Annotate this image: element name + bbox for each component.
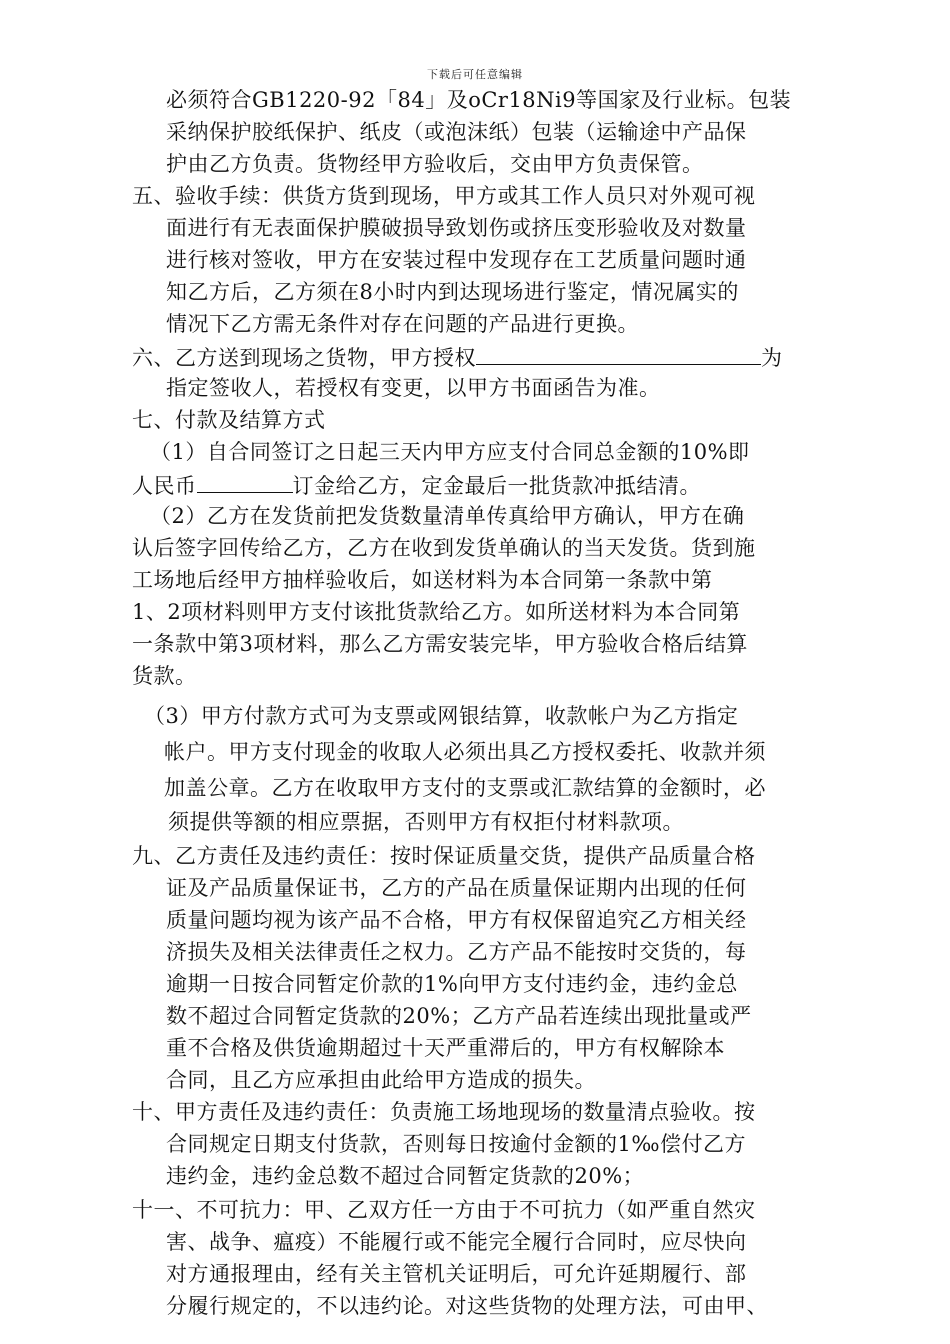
text-line: 分履行规定的，不以违约论。对这些货物的处理方法，可由甲、 bbox=[166, 1294, 768, 1318]
text-line: 货款。 bbox=[132, 664, 197, 688]
text-line: 对方通报理由，经有关主管机关证明后，可允许延期履行、部 bbox=[166, 1262, 747, 1286]
text-line: （1）自合同签订之日起三天内甲方应支付合同总金额的10%即 bbox=[150, 440, 750, 464]
item-6-prefix: 六、乙方送到现场之货物，甲方授权 bbox=[132, 346, 476, 370]
text-line: 知乙方后，乙方须在8小时内到达现场进行鉴定，情况属实的 bbox=[166, 280, 739, 304]
text-line: 济损失及相关法律责任之权力。乙方产品不能按时交货的，每 bbox=[166, 940, 747, 964]
text-line: 帐户。甲方支付现金的收取人必须出具乙方授权委托、收款并须 bbox=[164, 740, 766, 764]
text-line: 进行核对签收，甲方在安装过程中发现存在工艺质量问题时通 bbox=[166, 248, 747, 272]
text-line: 一条款中第3项材料，那么乙方需安装完毕，甲方验收合格后结算 bbox=[132, 632, 748, 656]
item-6-suffix: 为 bbox=[761, 346, 783, 370]
text-line: 合同，且乙方应承担由此给甲方造成的损失。 bbox=[166, 1068, 596, 1092]
text-line: 合同规定日期支付货款，否则每日按逾付金额的1‰偿付乙方 bbox=[166, 1132, 747, 1156]
text-line: 采纳保护胶纸保护、纸皮（或泡沫纸）包装（运输途中产品保 bbox=[166, 120, 747, 144]
text-line: 害、战争、瘟疫）不能履行或不能完全履行合同时，应尽快向 bbox=[166, 1230, 747, 1254]
text-line: 须提供等额的相应票据，否则甲方有权拒付材料款项。 bbox=[168, 810, 684, 834]
text-line: （2）乙方在发货前把发货数量清单传真给甲方确认，甲方在确 bbox=[150, 504, 745, 528]
text-line: 逾期一日按合同暂定价款的1%向甲方支付违约金，违约金总 bbox=[166, 972, 738, 996]
text-line: 必须符合GB1220-92「84」及oCr18Ni9等国家及行业标。包装 bbox=[166, 88, 792, 112]
authorized-signee-blank[interactable] bbox=[476, 342, 761, 365]
text-line: 证及产品质量保证书，乙方的产品在质量保证期内出现的任何 bbox=[166, 876, 747, 900]
section-heading: 七、付款及结算方式 bbox=[132, 408, 326, 432]
item-6-line bbox=[132, 342, 783, 372]
text-line: 工场地后经甲方抽样验收后，如送材料为本合同第一条款中第 bbox=[132, 568, 713, 592]
text-line: 面进行有无表面保护膜破损导致划伤或挤压变形验收及对数量 bbox=[166, 216, 747, 240]
text-line: 质量问题均视为该产品不合格，甲方有权保留追究乙方相关经 bbox=[166, 908, 747, 932]
text-line: 九、乙方责任及违约责任：按时保证质量交货，提供产品质量合格 bbox=[132, 844, 756, 868]
text-fragment: 订金给乙方，定金最后一批货款冲抵结清。 bbox=[292, 474, 701, 498]
text-line: 1、2项材料则甲方支付该批货款给乙方。如所送材料为本合同第 bbox=[132, 600, 741, 624]
item-7-1-cont-line bbox=[132, 470, 701, 500]
text-line: 十一、不可抗力：甲、乙双方任一方由于不可抗力（如严重自然灾 bbox=[132, 1198, 756, 1222]
text-line: （3）甲方付款方式可为支票或网银结算，收款帐户为乙方指定 bbox=[144, 704, 739, 728]
page-header-note: 下载后可任意编辑 bbox=[427, 68, 523, 81]
text-line: 加盖公章。乙方在收取甲方支付的支票或汇款结算的金额时，必 bbox=[164, 776, 766, 800]
text-line: 五、验收手续：供货方货到现场，甲方或其工作人员只对外观可视 bbox=[132, 184, 756, 208]
text-line: 认后签字回传给乙方，乙方在收到发货单确认的当天发货。货到施 bbox=[132, 536, 756, 560]
text-line: 数不超过合同暂定货款的20%；乙方产品若连续出现批量或严 bbox=[166, 1004, 752, 1028]
text-line: 指定签收人，若授权有变更，以甲方书面函告为准。 bbox=[166, 376, 661, 400]
deposit-amount-blank[interactable] bbox=[197, 470, 293, 493]
text-line: 重不合格及供货逾期超过十天严重滞后的，甲方有权解除本 bbox=[166, 1036, 725, 1060]
text-line: 情况下乙方需无条件对存在问题的产品进行更换。 bbox=[166, 312, 639, 336]
text-line: 违约金，违约金总数不超过合同暂定货款的20%； bbox=[166, 1164, 645, 1188]
text-line: 十、甲方责任及违约责任：负责施工场地现场的数量清点验收。按 bbox=[132, 1100, 756, 1124]
text-line: 护由乙方负责。货物经甲方验收后，交由甲方负责保管。 bbox=[166, 152, 704, 176]
currency-label: 人民币 bbox=[132, 474, 197, 498]
